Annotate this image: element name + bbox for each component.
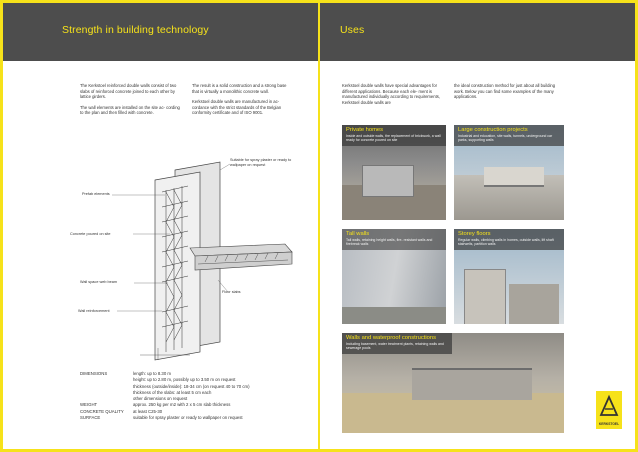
spec-row	[80, 371, 250, 402]
spec-line: other dimensions on request	[133, 396, 188, 402]
photo-watertight	[342, 333, 564, 433]
wall-drawing	[70, 152, 300, 367]
caption-title: Large construction projects	[458, 127, 528, 133]
label-concrete: Concrete poured on site	[70, 232, 111, 236]
caption-title: Walls and waterproof constructions	[346, 335, 436, 341]
spec-line: thickness (outside/inside): 18-34 cm (on request 40 to 70 cm)	[133, 383, 250, 389]
label-spray-plaster: Suitable for spray plaster or ready to wallpaper on request	[230, 158, 292, 167]
double-wall-diagram	[70, 152, 300, 367]
caption-text: Regular walls, climbing walls in homes, outside walls, lift shaft stairwells, partition walls	[458, 238, 554, 247]
paragraph: The result is a solid construction and a strong base that is virtually a monolithic concrete wall.	[192, 83, 287, 94]
left-title: Strength in building technology	[62, 24, 209, 36]
paragraph: Kerkstoel double walls are manufactured in ac- cordance with the strict standards of the Belgian conformity certificate and of ISO 9001.	[192, 99, 282, 116]
caption	[454, 125, 564, 146]
left-column-1	[80, 83, 184, 121]
photo-large-projects	[454, 125, 564, 220]
right-column-2: the ideal construction method for just about all building work. Below you can find some examples of the many applications.	[454, 83, 556, 100]
caption-title: Storey floors	[458, 231, 491, 237]
caption-text: Inside and outside walls, the replacement of brickwork, a wall ready for concrete poured on site	[346, 134, 441, 143]
photo-storey-floors	[454, 229, 564, 324]
spec-line: length: up to 8.30 m	[133, 371, 171, 376]
logo-mark-icon	[596, 391, 622, 421]
spec-key: CONCRETE QUALITY	[80, 408, 124, 414]
spec-key: WEIGHT	[80, 402, 98, 408]
spread-divider	[318, 3, 320, 449]
paragraph: The wall elements are installed on the site ac- cording to the plan and then filled with concrete.	[80, 104, 180, 116]
caption	[454, 229, 564, 250]
spec-line: suitable for spray plaster or ready to wallpaper on request	[133, 415, 243, 421]
spec-key: DIMENSIONS	[80, 371, 108, 376]
caption-title: Tall walls	[346, 231, 370, 237]
caption	[342, 229, 446, 250]
right-column-1: Kerkstoel double walls have special advantages for different applications. Because each ele- ment is manufactured individually according to requirements, Kerkstoel double walls are	[342, 83, 440, 105]
right-title: Uses	[340, 24, 365, 36]
spec-line: thickness of the slabs: at least 5 cm each	[133, 389, 212, 395]
paragraph: The Kerkstoel reinforced double walls consist of two slabs of reinforced concrete joined to each other by lattice girders.	[80, 83, 177, 100]
caption-text: Tall walls, retaining height walls, fire- resistant walls and firebreak walls	[346, 238, 433, 247]
spec-line: approx. 250 kg per m2 with 2 x 5 cm slab thickness	[133, 402, 231, 408]
label-wall-reinforcement: Wall reinforcement	[78, 309, 110, 313]
caption-text: Including basement, water treatment plants, retaining walls and sewerage pools	[346, 342, 444, 351]
spec-line: at least C25-30	[133, 408, 163, 414]
caption	[342, 333, 452, 354]
spec-line: height: up to 2.80 m, possibly up to 3.50 m on request	[133, 377, 236, 383]
photo-private-homes	[342, 125, 446, 220]
spec-values	[133, 371, 250, 402]
caption-title: Private homes	[346, 127, 384, 133]
spec-row	[80, 415, 250, 421]
specifications	[80, 371, 250, 421]
kerkstoel-logo	[596, 391, 622, 429]
label-wall-beam: Wall space web beam	[80, 280, 118, 284]
label-floor-slabs: Floor slabs	[222, 290, 241, 294]
photo-tall-walls	[342, 229, 446, 324]
spec-key: SURFACE	[80, 415, 101, 421]
logo-text: KERKSTOEL	[598, 422, 620, 426]
caption	[342, 125, 446, 146]
left-column-2	[192, 83, 294, 121]
caption-text: Industrial and education, site walls, tunnels, underground car parks, supporting walls	[458, 134, 553, 143]
label-prefab: Prefab elements	[82, 192, 110, 196]
